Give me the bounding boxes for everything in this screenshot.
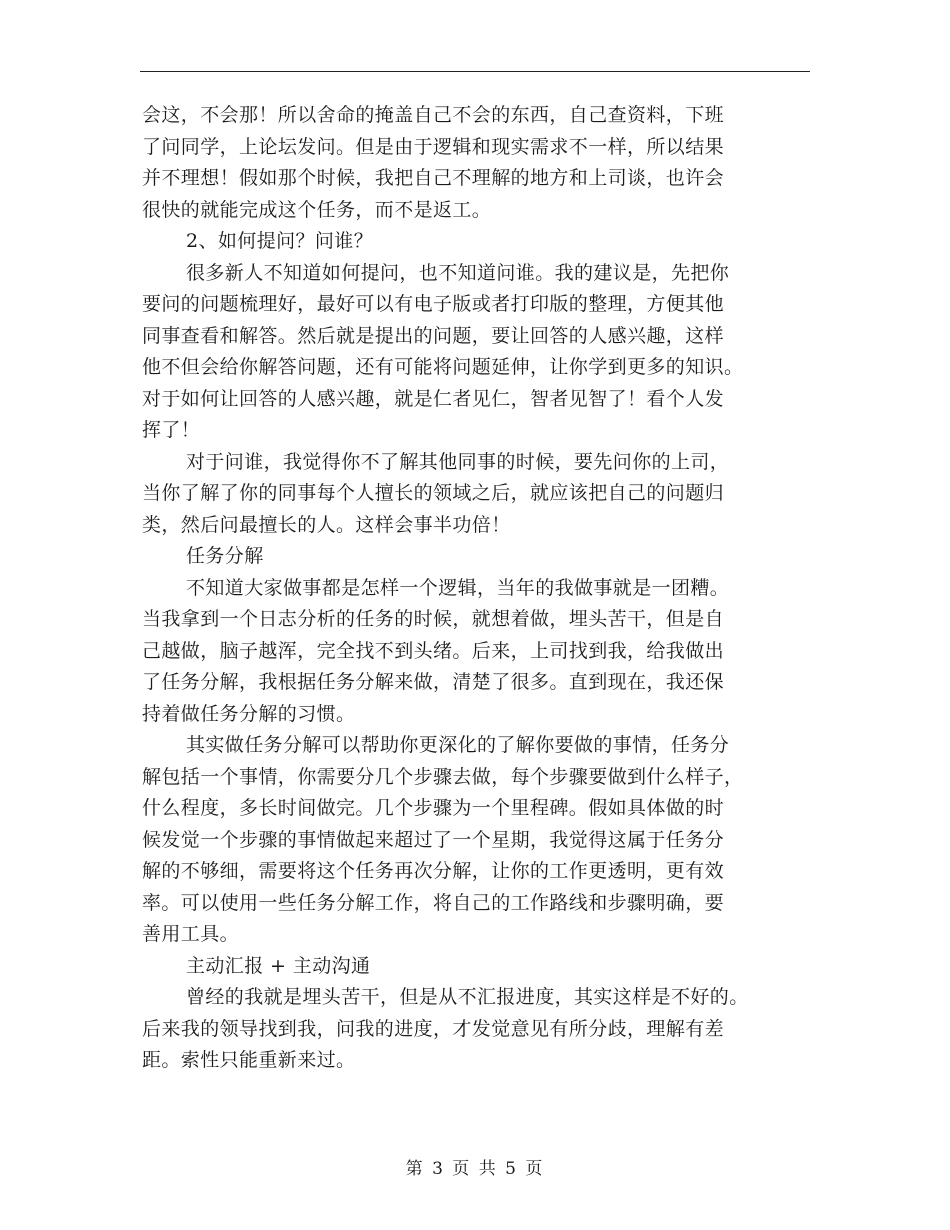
text-line: 同事查看和解答。然后就是提出的问题，要让回答的人感兴趣，这样 — [142, 324, 725, 347]
text-line: 对于如何让回答的人感兴趣，就是仁者见仁，智者见智了！看个人发 — [142, 387, 725, 410]
page-footer: 第 3 页 共 5 页 — [405, 1159, 545, 1179]
text-line: 持着做任务分解的习惯。 — [142, 702, 356, 725]
text-line: 什么程度，多长时间做完。几个步骤为一个里程碑。假如具体做的时 — [142, 797, 725, 819]
text-line: 他不但会给你解答问题，还有可能将问题延伸，让你学到更多的知识。 — [142, 356, 744, 378]
text-line: 解包括一个事情，你需要分几个步骤去做，每个步骤要做到什么样子， — [142, 765, 744, 788]
text-line: 任务分解 — [186, 545, 264, 567]
text-line: 当你了解了你的同事每个人擅长的领域之后，就应该把自己的问题归 — [142, 482, 725, 504]
text-line: 很多新人不知道如何提问，也不知道问谁。我的建议是，先把你 — [186, 261, 730, 284]
text-line: 距。索性只能重新来过。 — [142, 1049, 356, 1071]
text-line: 主动汇报 + 主动沟通 — [186, 954, 371, 977]
text-line: 会这，不会那！所以舍命的掩盖自己不会的东西，自己查资料，下班 — [142, 104, 725, 126]
text-line: 率。可以使用一些任务分解工作，将自己的工作路线和步骤明确，要 — [142, 891, 725, 914]
text-line: 己越做，脑子越浑，完全找不到头绪。后来，上司找到我，给我做出 — [142, 639, 725, 662]
text-line: 候发觉一个步骤的事情做起来超过了一个星期，我觉得这属于任务分 — [142, 828, 725, 851]
text-line: 要问的问题梳理好，最好可以有电子版或者打印版的整理，方便其他 — [142, 293, 725, 315]
text-line: 2、如何提问？问谁？ — [186, 230, 374, 252]
text-line: 挥了！ — [142, 419, 201, 441]
text-line: 并不理想！假如那个时候，我把自己不理解的地方和上司谈，也许会 — [142, 167, 725, 189]
text-line: 善用工具。 — [142, 923, 240, 945]
text-line: 了问同学，上论坛发问。但是由于逻辑和现实需求不一样，所以结果 — [142, 135, 725, 158]
header-rule — [140, 71, 810, 72]
text-line: 不知道大家做事都是怎样一个逻辑，当年的我做事就是一团糟。 — [186, 576, 730, 599]
text-line: 很快的就能完成这个任务，而不是返工。 — [142, 198, 492, 221]
text-line: 其实做任务分解可以帮助你更深化的了解你要做的事情，任务分 — [186, 734, 730, 756]
document-body — [142, 100, 814, 1077]
text-line: 类，然后问最擅长的人。这样会事半功倍！ — [142, 513, 511, 536]
text-line: 曾经的我就是埋头苦干，但是从不汇报进度，其实这样是不好的。 — [186, 986, 749, 1008]
text-line: 当我拿到一个日志分析的任务的时候，就想着做，埋头苦干，但是自 — [142, 608, 725, 630]
text-line: 了任务分解，我根据任务分解来做，清楚了很多。直到现在，我还保 — [142, 671, 725, 693]
text-line: 后来我的领导找到我，问我的进度，才发觉意见有所分歧，理解有差 — [142, 1017, 725, 1040]
text-line: 解的不够细，需要将这个任务再次分解，让你的工作更透明，更有效 — [142, 860, 725, 882]
text-line: 对于问谁，我觉得你不了解其他同事的时候，要先问你的上司， — [186, 450, 730, 473]
